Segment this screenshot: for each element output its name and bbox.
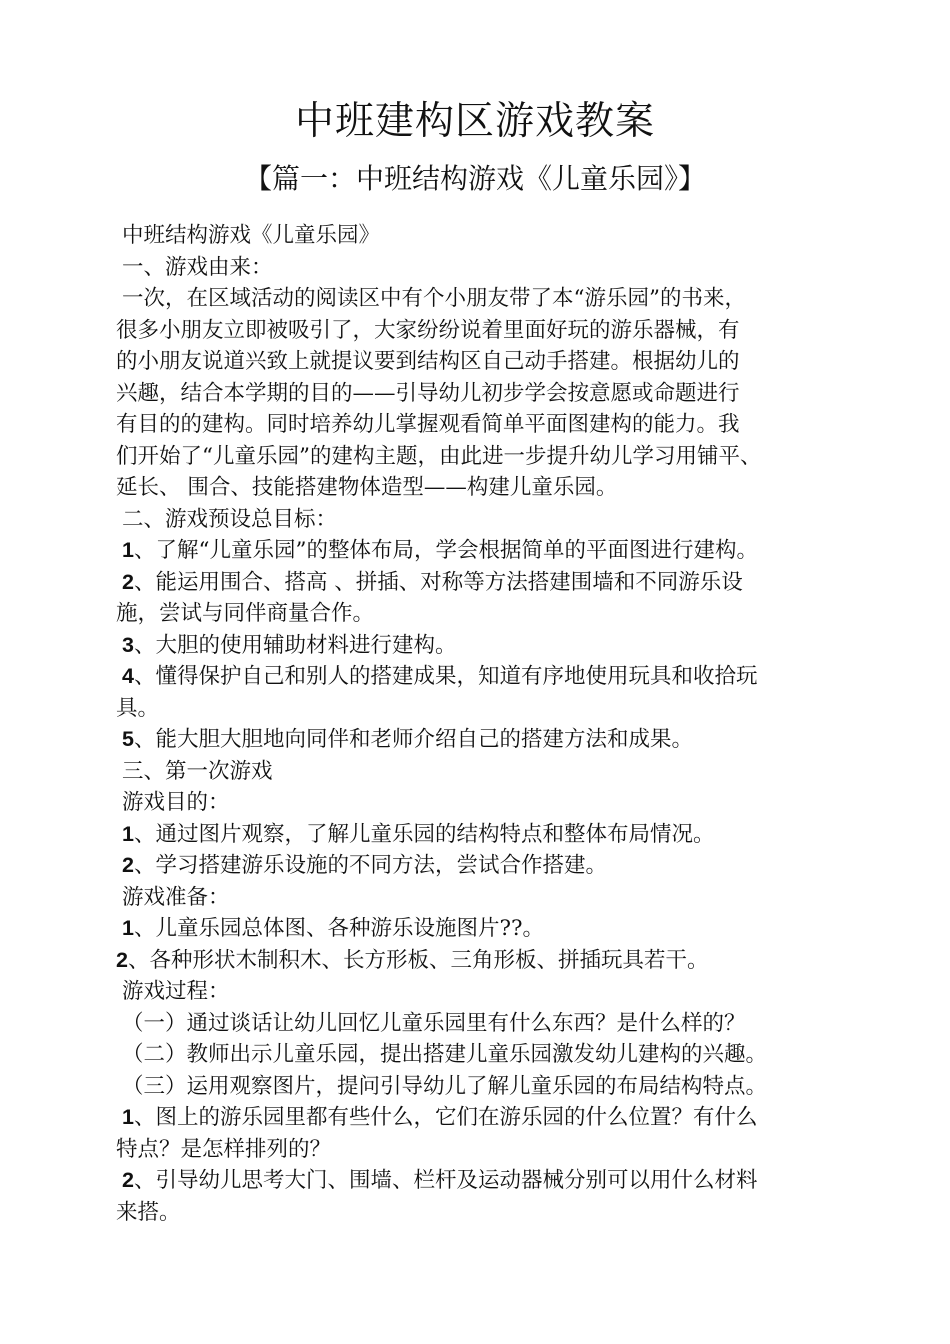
line-text: 来搭。 [116,1199,181,1225]
text-line [116,283,876,315]
line-text: 一、游戏由来： [122,254,273,280]
text-line [116,504,876,536]
line-text: 特点？是怎样排列的？ [116,1136,332,1162]
list-number: 4 [122,664,134,688]
line-text: 有目的的建构。同时培养幼儿掌握观看简单平面图建构的能力。我 [116,412,740,437]
text-line [116,913,876,945]
line-text: 们开始了“儿童乐园”的建构主题，由此进一步提升幼儿学习用铺平、 [116,443,762,469]
list-number: 1 [122,821,134,846]
list-number: 1 [122,1105,134,1129]
line-text: 、各种形状木制积木、长方形板、三角形板、拼插玩具若干。 [127,947,709,973]
line-text: 具。 [116,695,160,721]
list-number: 2 [122,569,134,594]
text-line [116,724,876,756]
line-text: 很多小朋友立即被吸引了，大家纷纷说着里面好玩的游乐器械，有 [116,317,740,343]
list-number: 3 [122,632,134,657]
list-number: 1 [122,538,134,562]
line-text: 延长、 围合、技能搭建物体造型——构建儿童乐园。 [116,475,618,500]
line-text: 三、第一次游戏 [122,758,273,784]
text-line [116,1134,876,1166]
line-text: （二）教师出示儿童乐园，提出搭建儿童乐园激发幼儿建构的兴趣。 [122,1042,768,1067]
text-line [116,252,876,284]
text-line [116,1039,876,1071]
text-line [116,1102,876,1134]
line-text: 、能大胆大胆地向同伴和老师介绍自己的搭建方法和成果。 [133,727,693,752]
line-text: 兴趣，结合本学期的目的——引导幼儿初步学会按意愿或命题进行 [116,380,740,406]
line-text: 中班结构游戏《儿童乐园》 [122,223,381,248]
line-text: 、大胆的使用辅助材料进行建构。 [133,632,457,658]
list-number: 2 [122,853,134,877]
document-body [116,220,876,1228]
text-line [116,346,876,378]
list-number: 5 [122,727,134,751]
text-line [116,1165,876,1197]
text-line [116,378,876,410]
line-text: 、能运用围合、搭高 、拼插、对称等方法搭建围墙和不同游乐设 [133,569,743,595]
text-line [116,598,876,630]
line-text: 、学习搭建游乐设施的不同方法，尝试合作搭建。 [133,853,607,878]
line-text: 、了解“儿童乐园”的整体布局，学会根据简单的平面图进行建构。 [133,538,758,563]
line-text: 游戏准备： [122,884,230,910]
text-line [116,787,876,819]
text-line [116,567,876,599]
text-line [116,441,876,473]
text-line [116,661,876,693]
line-text: 游戏目的： [122,790,230,815]
text-line [116,630,876,662]
line-text: 施，尝试与同伴商量合作。 [116,601,375,626]
text-line [116,409,876,441]
line-text: 、引导幼儿思考大门、围墙、栏杆及运动器械分别可以用什么材料 [133,1168,758,1193]
line-text: 、通过图片观察，了解儿童乐园的结构特点和整体布局情况。 [133,821,715,847]
text-line [116,1197,876,1229]
text-line [116,220,876,252]
text-line [116,756,876,788]
text-line [116,882,876,914]
line-text: （一）通过谈话让幼儿回忆儿童乐园里有什么东西？是什么样的？ [122,1010,746,1036]
text-line [116,1071,876,1103]
text-line [116,535,876,567]
list-number: 2 [116,947,128,972]
text-line [116,819,876,851]
text-line [116,850,876,882]
line-text: 、图上的游乐园里都有些什么，它们在游乐园的什么位置？有什么 [133,1105,758,1130]
text-line [116,976,876,1008]
text-line [116,472,876,504]
line-text: 游戏过程： [122,979,230,1004]
text-line [116,693,876,725]
text-line [116,945,876,977]
text-line [116,1008,876,1040]
line-text: 的小朋友说道兴致上就提议要到结构区自己动手搭建。根据幼儿的 [116,349,740,374]
line-text: 二、游戏预设总目标： [122,506,338,532]
line-text: 一次，在区域活动的阅读区中有个小朋友带了本“游乐园”的书来， [122,286,746,311]
line-text: 、儿童乐园总体图、各种游乐设施图片??。 [133,916,545,941]
line-text: （三）运用观察图片，提问引导幼儿了解儿童乐园的布局结构特点。 [122,1073,768,1099]
document-title: 中班建构区游戏教案 [294,99,655,144]
list-number: 2 [122,1168,134,1192]
document-subtitle: 【篇一：中班结构游戏《儿童乐园》】 [243,162,706,195]
list-number: 1 [122,916,134,940]
text-line [116,315,876,347]
line-text: 、懂得保护自己和别人的搭建成果，知道有序地使用玩具和收拾玩 [133,664,758,689]
